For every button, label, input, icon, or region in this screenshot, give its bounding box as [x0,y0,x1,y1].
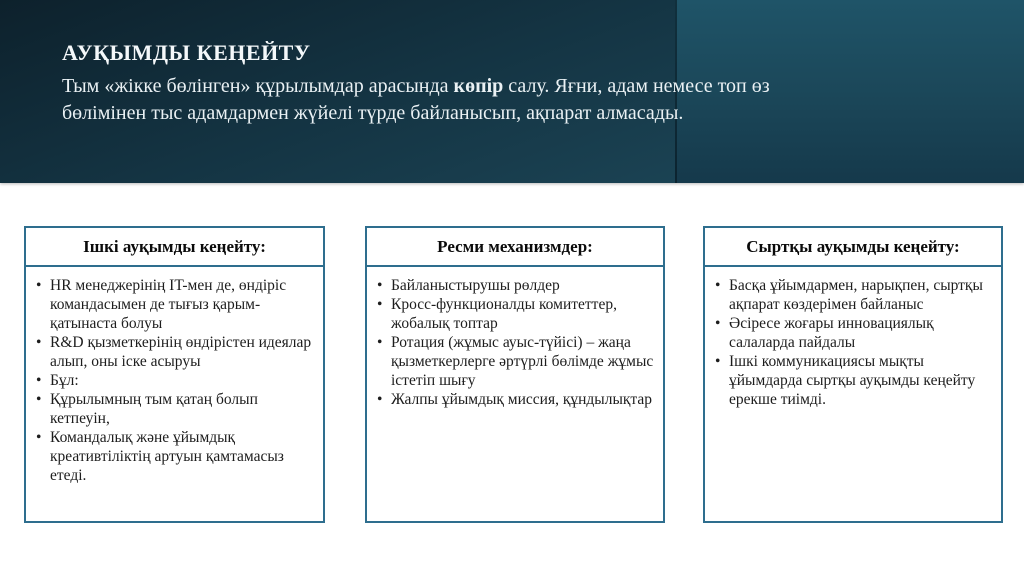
list-item [367,390,657,409]
list-item [26,371,317,390]
list-item-text: Кросс-функционалды комитеттер, жобалық топтар [391,296,617,332]
bullet-icon: • [715,277,721,294]
list-item-text: Басқа ұйымдармен, нарықпен, сыртқы ақпарат көздерімен байланыс [729,277,983,313]
list-item [705,352,995,409]
bullet-icon: • [377,334,383,351]
list-item-text: Әсіресе жоғары инновациялық салаларда пайдалы [729,315,934,351]
list-item-text: Бұл: [50,372,79,389]
bullet-list [705,276,995,409]
bullet-icon: • [36,334,42,351]
intro-text-segment: бөлімінен тыс адамдармен жүйелі түрде байланысып, ақпарат алмасады. [62,102,684,124]
column-body [367,267,663,409]
list-item-text: Ішкі коммуникациясы мықты ұйымдарда сыртқы ауқымды кеңейту ерекше тиімді. [729,353,976,408]
list-item-text: R&D қызметкерінің өндірістен идеялар алып, оны іске асыруы [50,334,312,370]
column-header: Ресми механизмдер: [367,228,663,267]
list-item [705,314,995,352]
bullet-icon: • [36,391,42,408]
list-item [367,333,657,390]
bullet-icon: • [377,277,383,294]
list-item [367,276,657,295]
header-content [62,40,924,127]
list-item-text: Командалық және ұйымдық креативтіліктің артуын қамтамасыз етеді. [50,429,284,484]
list-item [26,276,317,333]
list-item [367,295,657,333]
slide-title: АУҚЫМДЫ КЕҢЕЙТУ [62,40,311,65]
column-formal-mechanisms [365,226,665,523]
column-external-scope [703,226,1003,523]
intro-bold-word: көпір [453,75,504,97]
list-item [26,428,317,485]
list-item-text: HR менеджерінің IT-мен де, өндіріс командасымен де тығыз қарым-қатынаста болуы [50,277,287,332]
bullet-list [26,276,317,485]
bullet-icon: • [715,315,721,332]
list-item-text: Ротация (жұмыс ауыс-түйісі) – жаңа қызметкерлерге әртүрлі бөлімде жұмыс істетіп шығу [391,334,654,389]
list-item-text: Құрылымның тым қатаң болып кетпеуін, [50,391,258,427]
intro-text-segment: салу. Яғни, адам немесе топ өз [503,75,770,97]
list-item [26,390,317,428]
column-header: Ішкі ауқымды кеңейту: [26,228,323,267]
column-body [705,267,1001,409]
bullet-icon: • [36,372,42,389]
column-header: Сыртқы ауқымды кеңейту: [705,228,1001,267]
list-item-text: Жалпы ұйымдық миссия, құндылықтар [391,391,652,408]
bullet-list [367,276,657,409]
list-item [26,333,317,371]
column-internal-scope [24,226,325,523]
list-item [705,276,995,314]
header-band [0,0,1024,183]
bullet-icon: • [36,277,42,294]
bullet-icon: • [377,391,383,408]
bullet-icon: • [377,296,383,313]
intro-text-segment: Тым «жікке бөлінген» құрылымдар арасында [62,75,454,97]
column-body [26,267,323,485]
list-item-text: Байланыстырушы рөлдер [391,277,560,294]
bullet-icon: • [715,353,721,370]
slide-intro [62,73,924,127]
bullet-icon: • [36,429,42,446]
